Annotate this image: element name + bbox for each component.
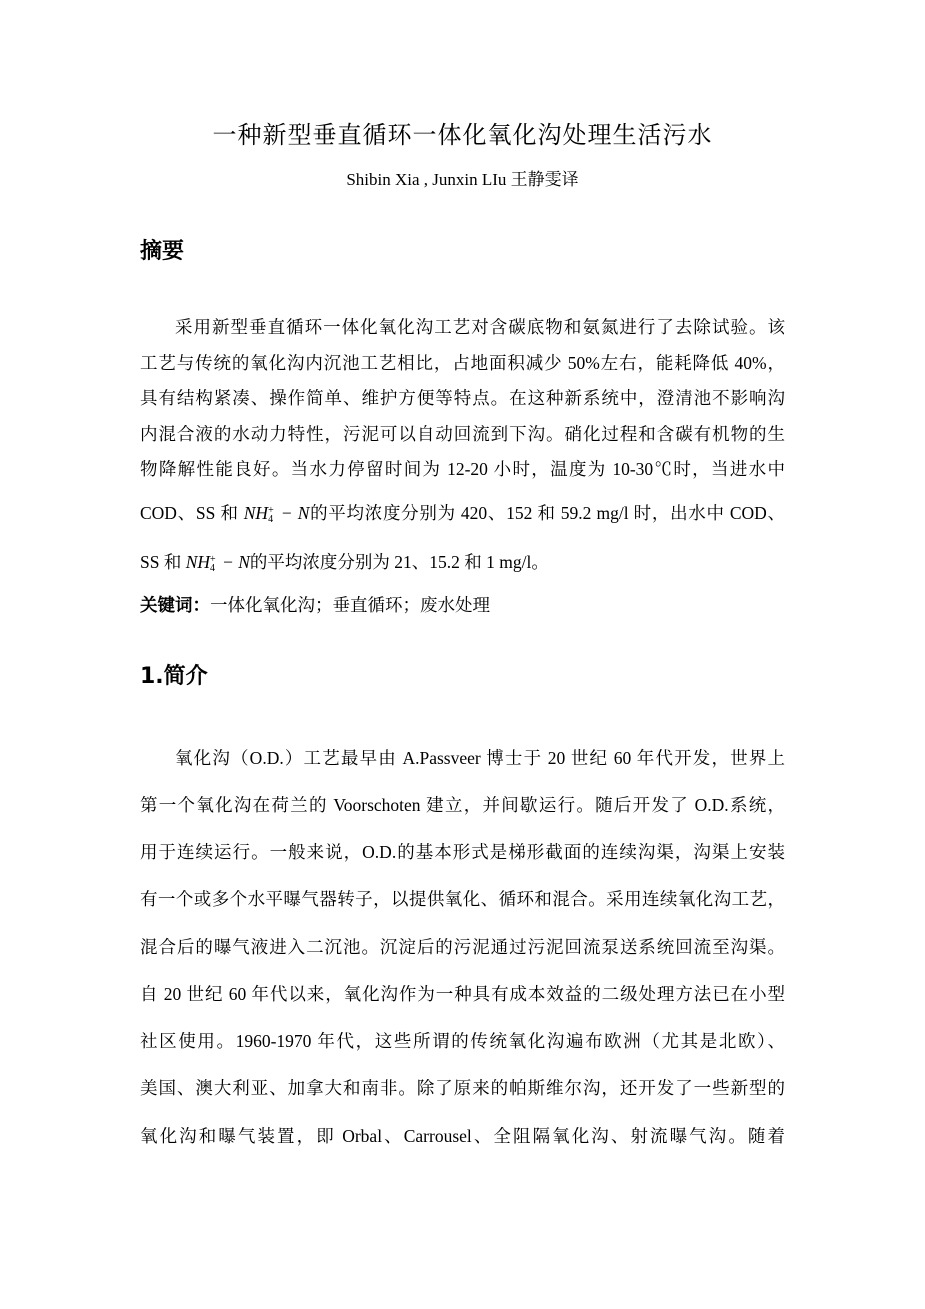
keywords-label: 关键词： xyxy=(140,595,210,615)
formula-sub: 4 xyxy=(210,562,216,574)
abstract-line: 内混合液的水动力特性，污泥可以自动回流到下沟。硝化过程和含碳有机物的生 xyxy=(140,424,785,444)
intro-line: 用于连续运行。一般来说，O.D.的基本形式是梯形截面的连续沟渠，沟渠上安装 xyxy=(140,842,785,862)
formula-sup: + xyxy=(268,504,274,516)
intro-heading: 1.简介 xyxy=(140,664,208,689)
intro-line: 第一个氧化沟在荷兰的 Voorschoten 建立，并间歇运行。随后开发了 O.D.系统， xyxy=(140,795,785,815)
intro-line: 氧化沟（O.D.）工艺最早由 A.Passveer 博士于 20 世纪 60 年代开发，世界上 xyxy=(175,748,785,768)
paper-title: 一种新型垂直循环一体化氧化沟处理生活污水 xyxy=(212,121,713,149)
abstract-text: 的平均浓度分别为 420、152 和 59.2 mg/l 时，出水中 COD、 xyxy=(309,503,785,523)
formula-indices xyxy=(210,555,216,573)
abstract-text: SS 和 xyxy=(140,552,186,572)
formula-sub: 4 xyxy=(268,513,274,525)
formula-base: NH xyxy=(243,503,269,523)
abstract-line: 工艺与传统的氧化沟内沉池工艺相比，占地面积减少 50%左右，能耗降低 40%， xyxy=(140,353,785,373)
intro-line: 自 20 世纪 60 年代以来，氧化沟作为一种具有成本效益的二级处理方法已在小型 xyxy=(140,984,785,1004)
ammonia-formula xyxy=(244,503,310,523)
abstract-line: 具有结构紧凑、操作简单、维护方便等特点。在这种新系统中，澄清池不影响沟 xyxy=(140,388,785,408)
keywords-line xyxy=(140,592,785,618)
abstract-line-formula xyxy=(140,500,785,526)
formula-sup: + xyxy=(210,553,216,565)
formula-base: NH xyxy=(185,552,211,572)
keywords-text: 一体化氧化沟；垂直循环；废水处理 xyxy=(210,595,490,615)
intro-line: 混合后的曝气液进入二沉池。沉淀后的污泥通过污泥回流泵送系统回流至沟渠。 xyxy=(140,937,785,957)
abstract-text: 的平均浓度分别为 21、15.2 和 1 mg/l。 xyxy=(249,552,549,572)
ammonia-formula xyxy=(186,552,250,572)
abstract-line: 采用新型垂直循环一体化氧化沟工艺对含碳底物和氨氮进行了去除试验。该 xyxy=(175,317,785,337)
formula-rest: − N xyxy=(275,503,310,523)
intro-line: 社区使用。1960-1970 年代，这些所谓的传统氧化沟遍布欧洲（尤其是北欧）、 xyxy=(140,1031,785,1051)
abstract-heading: 摘要 xyxy=(140,239,185,264)
intro-line: 氧化沟和曝气装置，即 Orbal、Carrousel、全阻隔氧化沟、射流曝气沟。随着 xyxy=(140,1126,785,1146)
abstract-text: COD、SS 和 xyxy=(140,503,244,523)
author-line: Shibin Xia , Junxin LIu 王静雯译 xyxy=(346,170,579,189)
abstract-line-formula xyxy=(140,549,785,575)
abstract-line: 物降解性能良好。当水力停留时间为 12-20 小时，温度为 10-30℃时，当进水中 xyxy=(140,459,785,479)
intro-line: 美国、澳大利亚、加拿大和南非。除了原来的帕斯维尔沟，还开发了一些新型的 xyxy=(140,1078,785,1098)
intro-line: 有一个或多个水平曝气器转子，以提供氧化、循环和混合。采用连续氧化沟工艺， xyxy=(140,889,785,909)
formula-indices xyxy=(268,506,274,524)
formula-rest: − N xyxy=(217,552,250,572)
